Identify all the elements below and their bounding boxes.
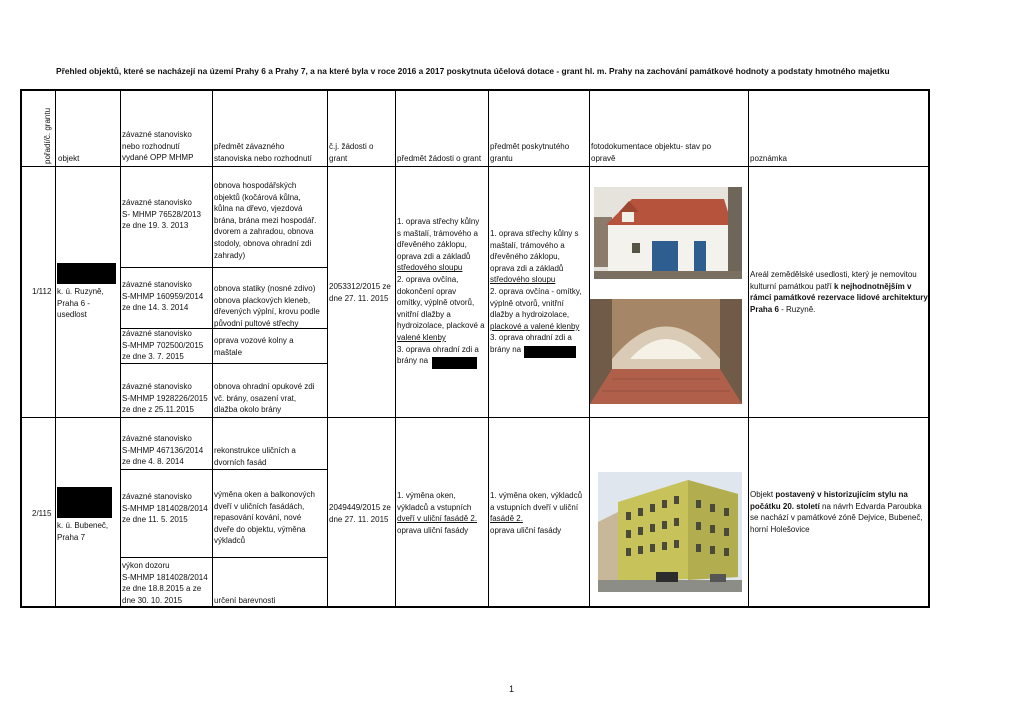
row1-stanovisko-4: závazné stanovisko S-MHMP 1928226/2015 ze dne z 25.11.2015 [122, 382, 208, 415]
row1-stanovisko-3: závazné stanovisko S-MHMP 702500/2015 ze dne 3. 7. 2015 [122, 329, 204, 362]
redaction-box [432, 357, 477, 369]
row1-stanovisko-1: závazné stanovisko S- MHMP 76528/2013 ze dne 19. 3. 2013 [122, 198, 202, 231]
header-cj-zadosti: č.j. žádosti o grant [329, 142, 374, 163]
header-predmet-zadosti: předmět žádosti o grant [397, 154, 482, 163]
row2-predmet-3: určení barevnosti [214, 596, 276, 605]
row2-poznamka: Objekt postavený v historizujícím stylu na počátku 20. století na návrh Edvarda Paroubka se nachází v památkové zóně Dejvice, Bubeneč, horní Holešovice [750, 490, 923, 534]
row2-zadost: 1. výměna oken, výkladců a vstupních dveří v uliční fasádě 2. oprava uliční fasády [397, 491, 478, 535]
row2-poradi: 2/115 [32, 509, 52, 518]
page-number: 1 [509, 684, 515, 694]
header-predmet-grantu: předmět poskytnutého grantu [490, 142, 570, 163]
row1-predmet-4: obnova ohradní opukové zdi vč. brány, osazení vrat, dlažba okolo brány [214, 382, 315, 415]
header-poradi: pořadí/č. grantu [43, 107, 52, 164]
redaction-box [57, 263, 116, 284]
row1-zadost: 1. oprava střechy kůlny s maštalí, trámového a dřevěného záklopu, oprava zdi a základů středového sloupu 2. oprava ovčína, dokončení oprav omítky, výplně otvorů, vnitřní dlažby a hydroizolace, plackové a valené klenby 3. oprava ohradní zdi a brány na [397, 217, 485, 366]
row2-grant: 1. výměna oken, výkladců a vstupních dveří v uliční fasádě 2. oprava uliční fasády [490, 491, 583, 535]
header-predmet-zavazneho: předmět závazného stanoviska nebo rozhodnutí [214, 142, 312, 163]
header-fotodokumentace: fotodokumentace objektu- stav po opravě [591, 142, 712, 163]
row1-predmet-1: obnova hospodářských objektů (kočárová kůlna, kůlna na dřevo, vjezdová brána, brána mezi hospodář. dvorem a zahradou, obnova stodoly, obnova ohradní zdi zahrady) [214, 181, 317, 260]
row2-predmet-1: rekonstrukce uličních a dvorních fasád [214, 446, 296, 467]
row2-stanovisko-3: výkon dozoru S-MHMP 1814028/2014 ze dne 18.8.2015 a ze dne 30. 10. 2015 [122, 561, 208, 605]
row1-objekt: k. ú. Ruzyně, Praha 6 - usedlost [57, 287, 104, 320]
row1-predmet-2: obnova statiky (nosné zdivo) obnova plackových kleneb, dřevených výplní, krovu podle původní pultové střechy [214, 284, 320, 328]
redaction-box [524, 346, 576, 358]
row1-predmet-3: oprava vozové kolny a maštale [214, 336, 294, 357]
row1-stanovisko-2: závazné stanovisko S-MHMP 160959/2014 ze dne 14. 3. 2014 [122, 280, 204, 313]
header-objekt: objekt [58, 154, 80, 163]
row2-objekt: k. ú. Bubeneč, Praha 7 [57, 521, 109, 542]
farmhouse-photo [594, 187, 742, 279]
row2-predmet-2: výměna oken a balkonových dveří v uličních fasádách, repasování kování, nové dveře do objektu, výměna výkladců [214, 490, 315, 546]
document-title: Přehled objektů, které se nacházejí na území Prahy 6 a Prahy 7, a na které byla v roce 2016 a 2017 poskytnuta účelová dotace - grant hl. m. Prahy na zachování památkové hodnoty a podstaty hmotného majetku [56, 66, 890, 76]
header-poznamka: poznámka [750, 154, 787, 163]
row1-poznamka: Areál zemědělské usedlosti, který je nemovitou kulturní památkou patří k nejhodnotnějším v rámci památkové rezervace lidové architektury Praha 6 - Ruzyně. [750, 270, 928, 314]
grant-table [20, 89, 930, 608]
yellow-building-photo [598, 472, 742, 592]
row1-poradi: 1/112 [32, 287, 52, 296]
row2-stanovisko-2: závazné stanovisko S-MHMP 1814028/2014 ze dne 11. 5. 2015 [122, 492, 208, 525]
row2-stanovisko-1: závazné stanovisko S-MHMP 467136/2014 ze dne 4. 8. 2014 [122, 434, 204, 467]
row2-cj: 2049449/2015 ze dne 27. 11. 2015 [329, 503, 391, 524]
row1-grant: 1. oprava střechy kůlny s maštalí, trámového a dřevěného záklopu, oprava zdi a základů středového sloupu 2. oprava ovčína - omítky, výplně otvorů, vnitřní dlažby a hydroizolace, plackové a valené klenby 3. oprava ohradní zdi a brány na [490, 229, 582, 354]
row1-cj: 2053312/2015 ze dne 27. 11. 2015 [329, 282, 391, 303]
redaction-box [57, 487, 112, 518]
header-stanovisko: závazné stanovisko nebo rozhodnutí vydané OPP MHMP [122, 130, 194, 163]
vaulted-interior-photo [590, 299, 742, 404]
